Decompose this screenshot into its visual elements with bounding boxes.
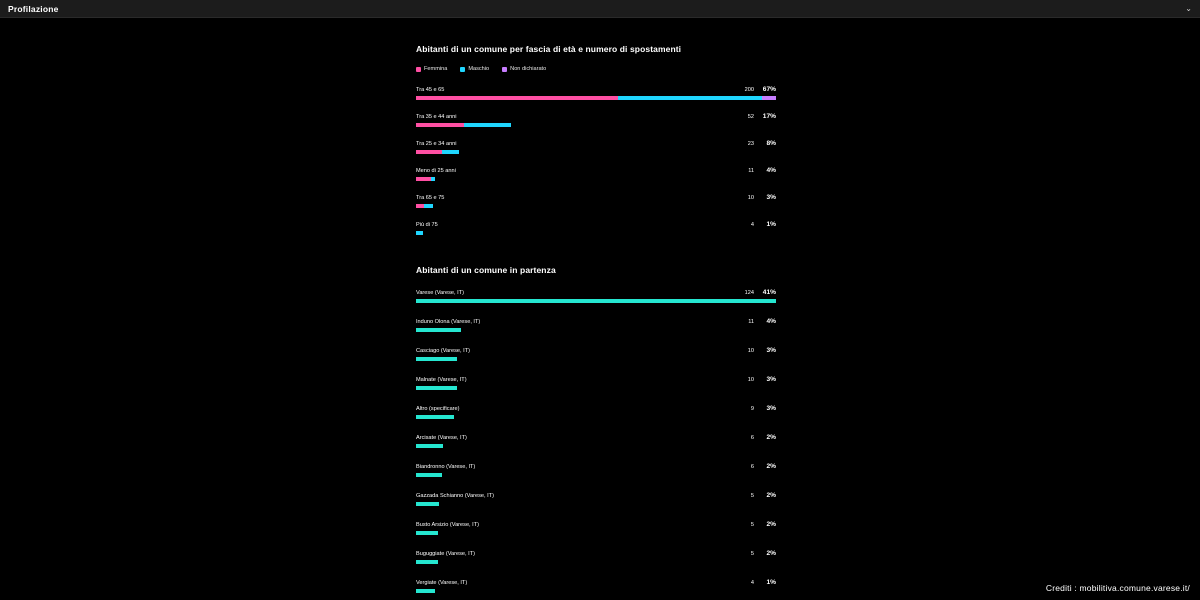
chart-row-percent: 4% — [766, 167, 776, 174]
chart-row-percent: 2% — [766, 492, 776, 499]
chart-row-label: Meno di 25 anni — [416, 168, 456, 174]
chart-bar — [416, 415, 454, 419]
chart-bar-segment — [416, 589, 435, 593]
chart-bar-segment — [416, 357, 457, 361]
chart-row-value: 5 — [750, 522, 754, 528]
chart-row-label: Varese (Varese, IT) — [416, 290, 464, 296]
chart-row[interactable] — [416, 318, 776, 332]
chart-title-age-groups: Abitanti di un comune per fascia di età e numero di spostamenti — [416, 44, 682, 54]
chart-row-percent: 1% — [766, 579, 776, 586]
chart-row-percent: 3% — [766, 194, 776, 201]
chart-bar-track — [416, 531, 438, 535]
chart-row-label: Induno Olona (Varese, IT) — [416, 319, 481, 325]
chart-row-label: Casciago (Varese, IT) — [416, 348, 470, 354]
chart-bar — [416, 531, 438, 535]
chart-row-percent: 2% — [766, 550, 776, 557]
chart-row[interactable] — [416, 140, 776, 154]
chart-row[interactable] — [416, 434, 776, 448]
chart-bar-segment — [416, 204, 424, 208]
chart-title-departures: Abitanti di un comune in partenza — [416, 265, 556, 275]
chart-bar-segment — [416, 502, 439, 506]
chart-bar-track — [416, 560, 438, 564]
chart-row-percent: 4% — [766, 318, 776, 325]
chart-bar — [416, 502, 439, 506]
chart-row-value: 23 — [747, 141, 754, 147]
chart-row-value: 9 — [750, 406, 754, 412]
chart-bar — [416, 589, 435, 593]
chart-bar — [416, 231, 423, 235]
chart-bar — [416, 177, 435, 181]
chart-row-head — [416, 492, 776, 499]
chart-bar-track — [416, 177, 435, 181]
chart-row-value: 11 — [748, 168, 754, 174]
chart-bar-segment — [464, 123, 512, 127]
chart-bar-track — [416, 473, 442, 477]
chart-row-label: Arcisate (Varese, IT) — [416, 435, 467, 441]
legend-label-maschio: Maschio — [468, 66, 490, 72]
chart-row-value: 4 — [750, 222, 754, 228]
chart-bar-segment — [416, 299, 776, 303]
legend-swatch-maschio — [460, 67, 465, 72]
chart-row-value: 10 — [747, 195, 754, 201]
chart-bar-segment — [416, 560, 438, 564]
chart-bar-segment — [431, 177, 434, 181]
chart-bar-segment — [618, 96, 762, 100]
chart-row[interactable] — [416, 167, 776, 181]
chart-bar-track — [416, 123, 511, 127]
chart-bar — [416, 96, 776, 100]
chart-row[interactable] — [416, 376, 776, 390]
chart-age-groups — [416, 86, 776, 235]
chart-row-label: Vergiate (Varese, IT) — [416, 580, 468, 586]
credits — [1046, 583, 1190, 593]
chart-row[interactable] — [416, 221, 776, 235]
chart-row[interactable] — [416, 194, 776, 208]
chart-bar-segment — [762, 96, 776, 100]
legend-swatch-femmina — [416, 67, 421, 72]
chart-row[interactable] — [416, 579, 776, 593]
chart-bar-segment — [416, 96, 618, 100]
legend-item-maschio[interactable] — [460, 66, 489, 72]
chart-row-label: Tra 45 e 65 — [416, 87, 445, 93]
chart-bar-segment — [416, 177, 431, 181]
legend-label-femmina: Femmina — [424, 66, 448, 72]
chart-row[interactable] — [416, 347, 776, 361]
chart-row-head — [416, 521, 776, 528]
chart-row[interactable] — [416, 405, 776, 419]
chart-row[interactable] — [416, 113, 776, 127]
chart-bar — [416, 444, 443, 448]
chart-row-value: 4 — [750, 580, 754, 586]
chart-row-head — [416, 347, 776, 354]
chart-row-value: 52 — [747, 114, 754, 120]
chart-row-percent: 3% — [766, 376, 776, 383]
legend-item-femmina[interactable] — [416, 66, 447, 72]
chart-bar-segment — [416, 150, 442, 154]
chart-row-value: 124 — [744, 290, 754, 296]
chart-bar-segment — [416, 328, 461, 332]
chart-bar-segment — [416, 444, 443, 448]
chart-row-percent: 41% — [762, 289, 776, 296]
chart-bar-track — [416, 204, 433, 208]
chart-row-label: Busto Arsizio (Varese, IT) — [416, 522, 479, 528]
chart-bar-track — [416, 502, 439, 506]
chart-departures — [416, 289, 776, 593]
chart-row-label: Gazzada Schianno (Varese, IT) — [416, 493, 494, 499]
top-bar — [0, 0, 1200, 18]
chart-bar — [416, 560, 438, 564]
chart-row-head — [416, 376, 776, 383]
chart-bar — [416, 299, 776, 303]
chart-bar-segment — [416, 231, 423, 235]
chart-bar-track — [416, 299, 776, 303]
chart-bar — [416, 204, 433, 208]
chart-row-label: Malnate (Varese, IT) — [416, 377, 467, 383]
chart-row-head — [416, 289, 776, 296]
chart-bar-track — [416, 150, 459, 154]
chart-row-percent: 1% — [766, 221, 776, 228]
chart-row-head — [416, 550, 776, 557]
chart-bar-track — [416, 444, 443, 448]
chart-row-percent: 67% — [762, 86, 776, 93]
chart-row-head — [416, 579, 776, 586]
chart-row-value: 5 — [750, 551, 754, 557]
legend-item-non-dichiarato[interactable] — [502, 66, 546, 72]
chart-bar — [416, 386, 457, 390]
chart-row-percent: 8% — [766, 140, 776, 147]
chart-row[interactable] — [416, 463, 776, 477]
chart-bar-segment — [416, 473, 442, 477]
chart-row-head — [416, 463, 776, 470]
chart-bar-track — [416, 96, 776, 100]
chart-row-label: Tra 35 e 44 anni — [416, 114, 457, 120]
chart-row-label: Altro (specificare) — [416, 406, 460, 412]
chart-row-percent: 3% — [766, 347, 776, 354]
chart-row[interactable] — [416, 492, 776, 506]
credits-link[interactable]: mobilitiva.comune.varese.it/ — [1079, 583, 1190, 593]
chart-row-label: Più di 75 — [416, 222, 438, 228]
chart-row[interactable] — [416, 521, 776, 535]
chart-row-value: 10 — [747, 348, 754, 354]
chart-bar-track — [416, 386, 457, 390]
chart-row-head — [416, 434, 776, 441]
chart-bar-track — [416, 328, 461, 332]
legend-label-non-dichiarato: Non dichiarato — [510, 66, 547, 72]
chart-bar-segment — [416, 531, 438, 535]
legend-swatch-non-dichiarato — [502, 67, 507, 72]
chart-row-label: Tra 65 e 75 — [416, 195, 445, 201]
chart-column — [416, 18, 776, 600]
chart-bar-segment — [442, 150, 459, 154]
chart-row-head — [416, 167, 776, 174]
chart-bar — [416, 328, 461, 332]
chart-row-head — [416, 86, 776, 93]
chart-bar-segment — [416, 123, 464, 127]
chart-legend — [416, 66, 776, 72]
chart-row-value: 200 — [744, 87, 754, 93]
chart-bar-segment — [424, 204, 432, 208]
chart-bar-track — [416, 231, 423, 235]
chart-row-label: Biandronno (Varese, IT) — [416, 464, 476, 470]
chart-row-percent: 2% — [766, 463, 776, 470]
chart-row-head — [416, 113, 776, 120]
chart-row[interactable] — [416, 550, 776, 564]
chart-row-percent: 2% — [766, 521, 776, 528]
chart-row-value: 11 — [748, 319, 754, 325]
chart-row-label: Buguggiate (Varese, IT) — [416, 551, 475, 557]
chart-bar — [416, 123, 511, 127]
chart-row[interactable] — [416, 86, 776, 100]
chart-bar — [416, 473, 442, 477]
chart-bar-segment — [416, 415, 454, 419]
chart-bar-track — [416, 589, 435, 593]
chart-bar-track — [416, 357, 457, 361]
chart-bar — [416, 150, 459, 154]
chart-row-value: 10 — [747, 377, 754, 383]
chart-bar-track — [416, 415, 454, 419]
chart-row-value: 5 — [750, 493, 754, 499]
chart-bar-segment — [416, 386, 457, 390]
chart-row-head — [416, 318, 776, 325]
chart-row-label: Tra 25 e 34 anni — [416, 141, 457, 147]
page-title: Profilazione — [8, 3, 59, 14]
chart-row-head — [416, 221, 776, 228]
chart-row-percent: 17% — [762, 113, 776, 120]
chevron-down-icon[interactable]: ⌄ — [1185, 3, 1192, 13]
chart-row-percent: 2% — [766, 434, 776, 441]
chart-bar — [416, 357, 457, 361]
chart-row-head — [416, 405, 776, 412]
chart-row-head — [416, 194, 776, 201]
chart-row-value: 6 — [750, 464, 754, 470]
chart-row-value: 6 — [750, 435, 754, 441]
chart-row-percent: 3% — [766, 405, 776, 412]
chart-row[interactable] — [416, 289, 776, 303]
chart-row-head — [416, 140, 776, 147]
credits-label: Crediti : — [1045, 583, 1077, 593]
